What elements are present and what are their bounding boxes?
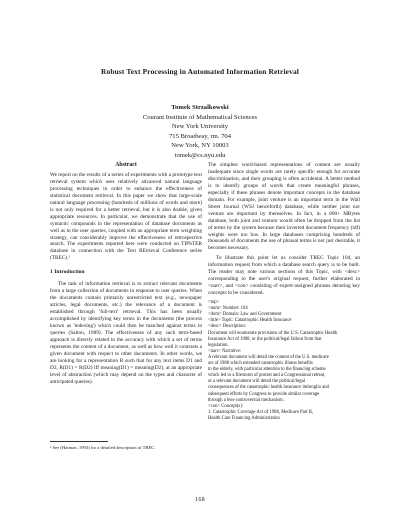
abstract-text: We report on the results of a series of experiments with a prototype text retrieval system which uses relatively advanced natural language processing techniques in order to enhance the effectiveness of statistical document retrieval. In this paper we show that large-scale natural language processing (hundreds of millions of words and more) is not only required for a better retrieval, but it is also doable, given appropriate resources. In particular, we demonstrate that the use of syntactic compounds in the representation of database documents as well as in the user queries, coupled with an appropriate term weighting strategy, can considerably improve the effectiveness of retrospective search. The experiments reported here were conducted on TIPSTER database in connection with the Text REtrieval Conference series (TREC).¹ bbox=[50, 171, 202, 262]
body-paragraph-1: The simplest word-based representations of content are usually inadequate since single words are rarely specific enough for accurate discrimination, and their grouping is often accidental. A better method is to identify groups of words that create meaningful phrases, especially if these phrases denote important concepts in the database domain. For example, joint venture is an important term in the Wall Street Journal (WSJ henceforth) database, while neither joint nor venture are important by themselves. In fact, in a 800+ MBytes database, both joint and venture would often be dropped from the list of terms by the system because their inverted document frequency (idf) weights were too low. In large databases comprising hundreds of thousands of documents the use of phrasal terms is not just desirable, it becomes necessary. bbox=[208, 162, 360, 252]
topic-line: Health Care Financing Administration bbox=[208, 415, 280, 421]
topic-line: <desc> Description: bbox=[208, 324, 246, 330]
topic-line: act of 1988 which extended catastrophic illness benefits bbox=[208, 361, 313, 367]
topic-line: <dom> Domain: Law and Government bbox=[208, 312, 282, 318]
footnote-rule bbox=[50, 441, 108, 442]
topic-line: <narr> Narrative: bbox=[208, 348, 242, 354]
topic-line: subsequent efforts by Congress to provide similar coverage bbox=[208, 391, 320, 397]
abstract-heading: Abstract bbox=[115, 162, 137, 168]
body-paragraph-2: To illustrate this point let us consider TREC Topic 104, an information request from which a database search query is to be built. The reader may note various sections of this Topic, with <desc> corresponding to the user's original request, further elaborated in <narr>, and <con> consisting of expert-assigned phrases denoting key concepts to be considered. bbox=[208, 255, 360, 297]
topic-line: or a relevant document will detail the political/legal bbox=[208, 379, 305, 385]
author-city: New York, NY 10003 bbox=[171, 142, 229, 150]
intro-heading: 1 Introduction bbox=[50, 269, 85, 276]
topic-line: <num> Number: 104 bbox=[208, 306, 248, 312]
topic-line: <top> bbox=[208, 300, 220, 306]
author-block bbox=[0, 103, 400, 161]
topic-line: through a less-controversial mechanism. bbox=[208, 397, 284, 403]
author-name: Tomek Strzalkowski bbox=[171, 104, 229, 111]
topic-line: A relevant document will detail the content of the U.S. medicare bbox=[208, 354, 329, 360]
footnote: ¹ See (Harman, 1993) for a detailed description of TREC. bbox=[50, 445, 156, 450]
right-column bbox=[208, 162, 360, 422]
topic-line: Insurance Act of 1988, or the political/legal fallout from that bbox=[208, 336, 322, 342]
topic-line: consequences of the catastrophic health insurance imbroglio and bbox=[208, 385, 329, 391]
left-column bbox=[50, 162, 202, 389]
trec-topic-block bbox=[208, 300, 360, 422]
author-university: New York University bbox=[171, 123, 229, 131]
topic-line: <title> Topic: Catastrophic Health Insurance bbox=[208, 318, 292, 324]
topic-line: 1. Catastrophic Coverage Act of 1988, Medicare Part B, bbox=[208, 409, 314, 415]
topic-line: legislation. bbox=[208, 342, 229, 348]
author-affiliation: Courant Institute of Mathematical Sciences bbox=[142, 113, 258, 121]
paper-title: Robust Text Processing in Automated Information Retrieval bbox=[101, 67, 299, 76]
topic-line: to the elderly, with particular attention to the financing scheme bbox=[208, 367, 326, 373]
page-number: 168 bbox=[194, 497, 206, 503]
author-email: tomek@cs.nyu.edu bbox=[174, 151, 226, 159]
topic-line: Document will enumerate provisions of the U.S. Catastrophic Health bbox=[208, 330, 338, 336]
intro-text: The task of information retrieval is to extract relevant documents from a large collection of documents in response to user queries. When the documents contain primarily unrestricted text (e.g., newspaper articles, legal documents, etc.) the relevance of a document is established through 'full-text' retrieval. This has been usually accomplished by identifying key terms in the documents (the process known as 'indexing') which could then be matched against terms in queries (Salton, 1989). The effectiveness of any such term-based approach is directly related to the accuracy with which a set of terms represents the content of a document, as well as how well it contrasts a given document with respect to other documents. In other words, we are looking for a representation R such that for any text items D1 and D2, R(D1) = R(D2) iff meaning(D1) = meaning(D2), at an appropriate level of abstraction (which may depend on the types and character of anticipated queries). bbox=[50, 281, 202, 385]
author-street: 715 Broadway, rm. 704 bbox=[168, 132, 232, 140]
topic-line: <con> Concept(s): bbox=[208, 403, 244, 409]
topic-line: which led to a firestorm of protest and a Congressional retreat, bbox=[208, 373, 326, 379]
